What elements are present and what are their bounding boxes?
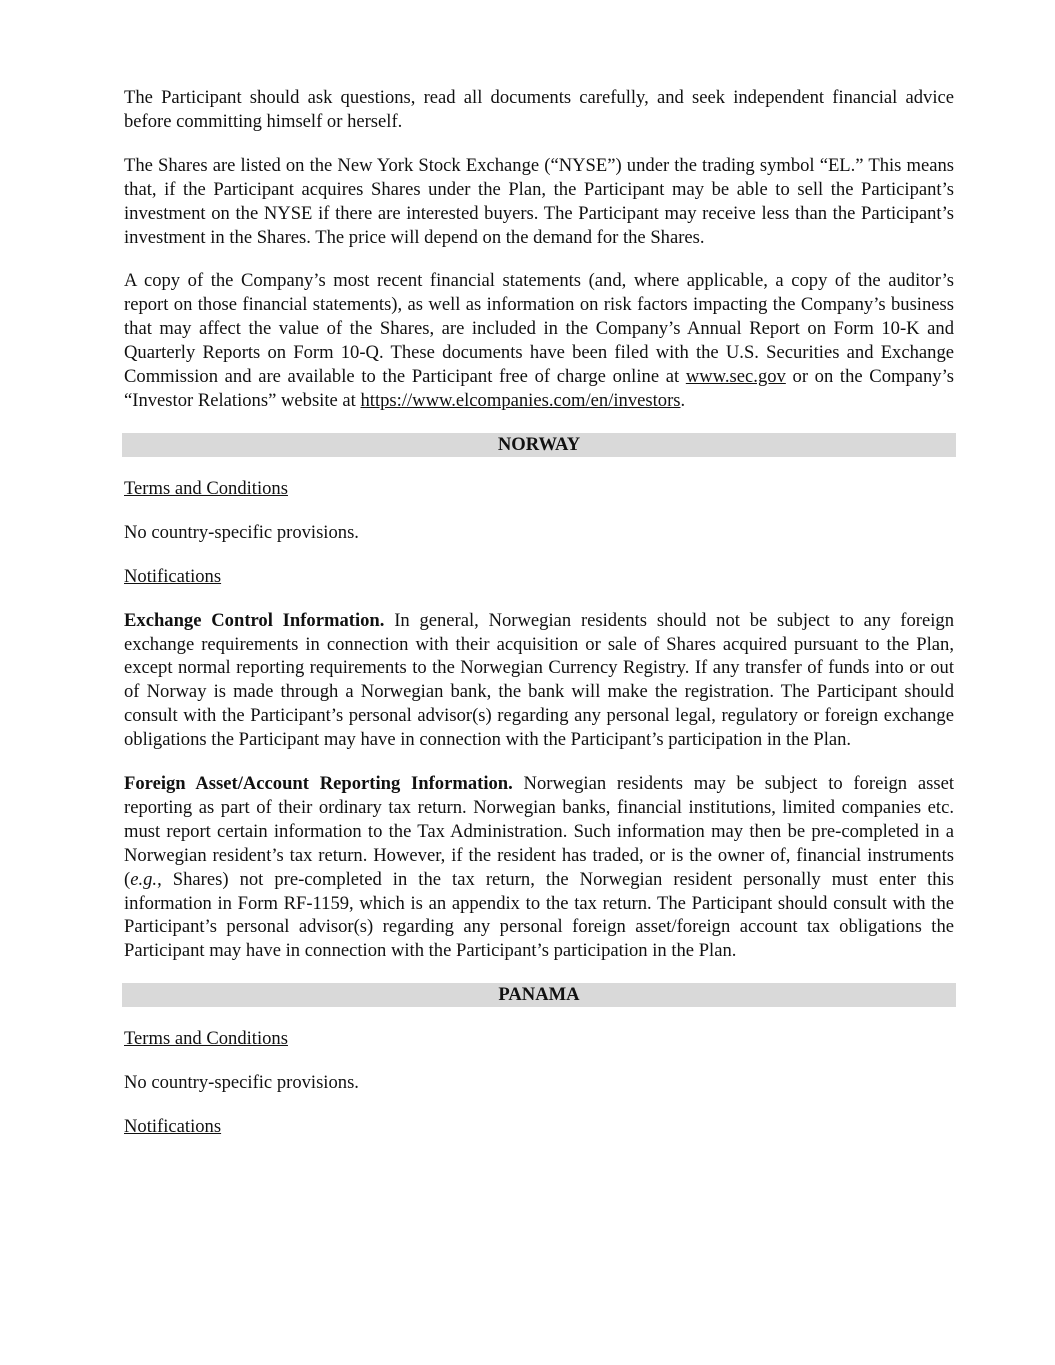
norway-exchange-control-paragraph <box>124 609 954 752</box>
panama-notifications-label <box>124 1115 954 1139</box>
sec-gov-link[interactable]: www.sec.gov <box>685 366 786 388</box>
panama-terms-label-text: Terms and Conditions <box>124 1028 288 1050</box>
exchange-control-text: In general, Norwegian residents should not be subject to any foreign exchange requirements in connection with their acquisition or sale of Shares acquired pursuant to the Plan, except normal reporting requirements to the Norwegian Currency Registry. If any transfer of funds into or out of Norway is made through a Norwegian bank, the bank will make the registration. The Participant should consult with the Participant’s personal advisor(s) regarding any personal legal, regulatory or foreign exchange obligations the Participant may have in connection with the Participant’s participation in the Plan. <box>124 609 954 751</box>
norway-section-heading: NORWAY <box>122 433 956 457</box>
norway-foreign-asset-paragraph <box>124 772 954 963</box>
exchange-control-title: Exchange Control Information. <box>124 609 385 631</box>
foreign-asset-text-a: Norwegian residents may be subject to foreign asset reporting as part of their ordinary tax return. Norwegian banks, financial institutions, limited companies etc. must report certain information to the Tax Administration. Such information may then be pre-completed in a Norwegian resident’s tax return. However, if the resident has traded, or is the owner of, financial instruments ( <box>124 773 954 890</box>
investor-relations-link[interactable]: https://www.elcompanies.com/en/investors <box>360 389 681 411</box>
foreign-asset-title: Foreign Asset/Account Reporting Information. <box>124 773 513 795</box>
norway-terms-text: No country-specific provisions. <box>124 521 359 543</box>
norway-notifications-label <box>124 565 954 589</box>
intro-paragraph-3-end: . <box>680 389 686 411</box>
norway-terms-label <box>124 477 954 501</box>
panama-terms-label <box>124 1027 954 1051</box>
norway-notifications-label-text: Notifications <box>124 565 222 587</box>
intro-paragraph-1: The Participant should ask questions, read all documents carefully, and seek independent financial advice before committing himself or herself. <box>124 87 954 132</box>
foreign-asset-text-b: , Shares) not pre-completed in the tax return, the Norwegian resident personally must enter this information in Form RF-1159, which is an appendix to the tax return. The Participant should consult with the Participant’s personal advisor(s) regarding any personal foreign asset/foreign account tax obligations the Participant may have in connection with the Participant’s participation in the Plan. <box>124 868 954 962</box>
intro-paragraph-3 <box>124 269 954 412</box>
intro-paragraph-3-text: A copy of the Company’s most recent financial statements (and, where applicable, a copy of the auditor’s report on those financial statements), as well as information on risk factors impacting the Company’s business that may affect the value of the Shares, are included in the Company’s Annual Report on Form 10-K and Quarterly Reports on Form 10-Q. These documents have been filed with the U.S. Securities and Exchange Commission and are available to the Participant free of charge online at <box>124 270 954 388</box>
panama-section-heading: PANAMA <box>122 983 956 1007</box>
panama-notifications-label-text: Notifications <box>124 1116 222 1138</box>
document-page <box>124 86 954 1159</box>
intro-paragraph-2: The Shares are listed on the New York Stock Exchange (“NYSE”) under the trading symbol “EL.” This means that, if the Participant acquires Shares under the Plan, the Participant may be able to sell the Participant’s investment on the NYSE if there are interested buyers. The Participant may receive less than the Participant’s investment in the Shares. The price will depend on the demand for the Shares. <box>124 154 954 248</box>
norway-terms-label-text: Terms and Conditions <box>124 477 288 499</box>
foreign-asset-italic: e.g. <box>130 868 158 890</box>
panama-terms-text: No country-specific provisions. <box>124 1072 359 1094</box>
intro-paragraph-3-mid: or on the Company’s “Investor Relations” website at <box>124 366 955 411</box>
